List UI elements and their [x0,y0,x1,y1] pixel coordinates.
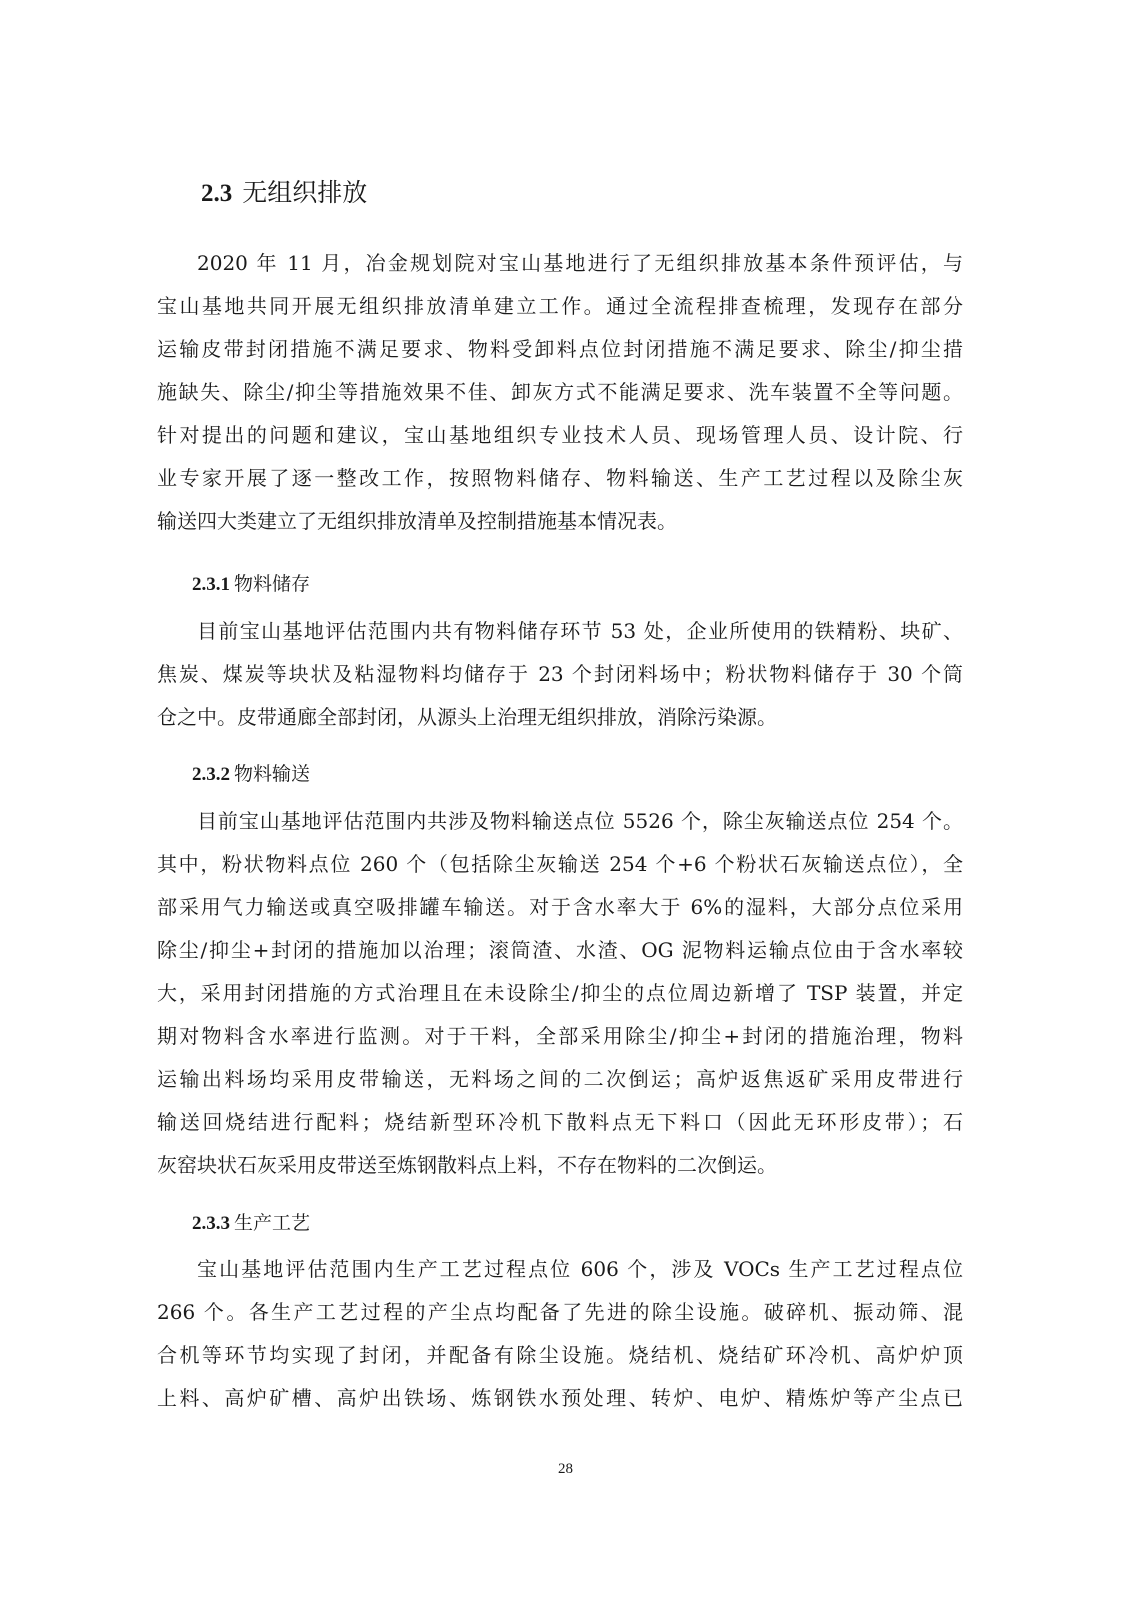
text-line: 输送四大类建立了无组织排放清单及控制措施基本情况表。 [157,509,677,533]
text-line: 运输出料场均采用皮带输送，无料场之间的二次倒运；高炉返焦返矿采用皮带进行 [157,1067,963,1091]
text-line: 大，采用封闭措施的方式治理且在未设除尘/抑尘的点位周边新增了 TSP 装置，并定 [157,981,963,1005]
text-line: 针对提出的问题和建议，宝山基地组织专业技术人员、现场管理人员、设计院、行 [157,423,963,447]
text-line: 运输皮带封闭措施不满足要求、物料受卸料点位封闭措施不满足要求、除尘/抑尘措 [157,337,963,361]
subsection-heading [192,760,310,789]
text-line: 其中，粉状物料点位 260 个（包括除尘灰输送 254 个+6 个粉状石灰输送点位），全 [157,852,963,876]
text-line: 输送回烧结进行配料；烧结新型环冷机下散料点无下料口（因此无环形皮带）；石 [157,1110,963,1134]
section-number: 2.3 [201,180,233,207]
text-line: 部采用气力输送或真空吸排罐车输送。对于含水率大于 6%的湿料，大部分点位采用 [157,895,963,919]
text-line: 期对物料含水率进行监测。对于干料，全部采用除尘/抑尘+封闭的措施治理，物料 [157,1024,963,1048]
subsection-number: 2.3.3 [192,1213,230,1234]
text-line: 目前宝山基地评估范围内共涉及物料输送点位 5526 个，除尘灰输送点位 254 个。 [197,809,963,833]
text-line: 宝山基地评估范围内生产工艺过程点位 606 个，涉及 VOCs 生产工艺过程点位 [197,1257,963,1281]
text-line: 仓之中。皮带通廊全部封闭，从源头上治理无组织排放，消除污染源。 [157,705,777,729]
text-line: 目前宝山基地评估范围内共有物料储存环节 53 处，企业所使用的铁精粉、块矿、 [197,619,963,643]
text-line: 焦炭、煤炭等块状及粘湿物料均储存于 23 个封闭料场中；粉状物料储存于 30 个筒 [157,662,963,686]
section-title: 无组织排放 [242,178,368,207]
text-line: 266 个。各生产工艺过程的产尘点均配备了先进的除尘设施。破碎机、振动筛、混 [157,1300,963,1324]
subsection-number: 2.3.1 [192,574,230,595]
section-heading [201,175,367,212]
subsection-title: 物料储存 [234,573,311,595]
text-line: 合机等环节均实现了封闭，并配备有除尘设施。烧结机、烧结矿环冷机、高炉炉顶 [157,1343,963,1367]
text-line: 宝山基地共同开展无组织排放清单建立工作。通过全流程排查梳理，发现存在部分 [157,294,963,318]
subsection-heading [192,570,310,599]
text-line: 上料、高炉矿槽、高炉出铁场、炼钢铁水预处理、转炉、电炉、精炼炉等产尘点已 [157,1386,963,1410]
subsection-title: 生产工艺 [234,1212,311,1234]
text-line: 2020 年 11 月，冶金规划院对宝山基地进行了无组织排放基本条件预评估，与 [197,251,963,275]
text-line: 施缺失、除尘/抑尘等措施效果不佳、卸灰方式不能满足要求、洗车装置不全等问题。 [157,380,963,404]
text-line: 除尘/抑尘+封闭的措施加以治理；滚筒渣、水渣、OG 泥物料运输点位由于含水率较 [157,938,963,962]
subsection-heading [192,1209,310,1238]
page-number: 28 [558,1461,573,1477]
text-line: 业专家开展了逐一整改工作，按照物料储存、物料输送、生产工艺过程以及除尘灰 [157,466,963,490]
subsection-number: 2.3.2 [192,764,230,785]
text-line: 灰窑块状石灰采用皮带送至炼钢散料点上料，不存在物料的二次倒运。 [157,1153,777,1177]
subsection-title: 物料输送 [234,763,311,785]
